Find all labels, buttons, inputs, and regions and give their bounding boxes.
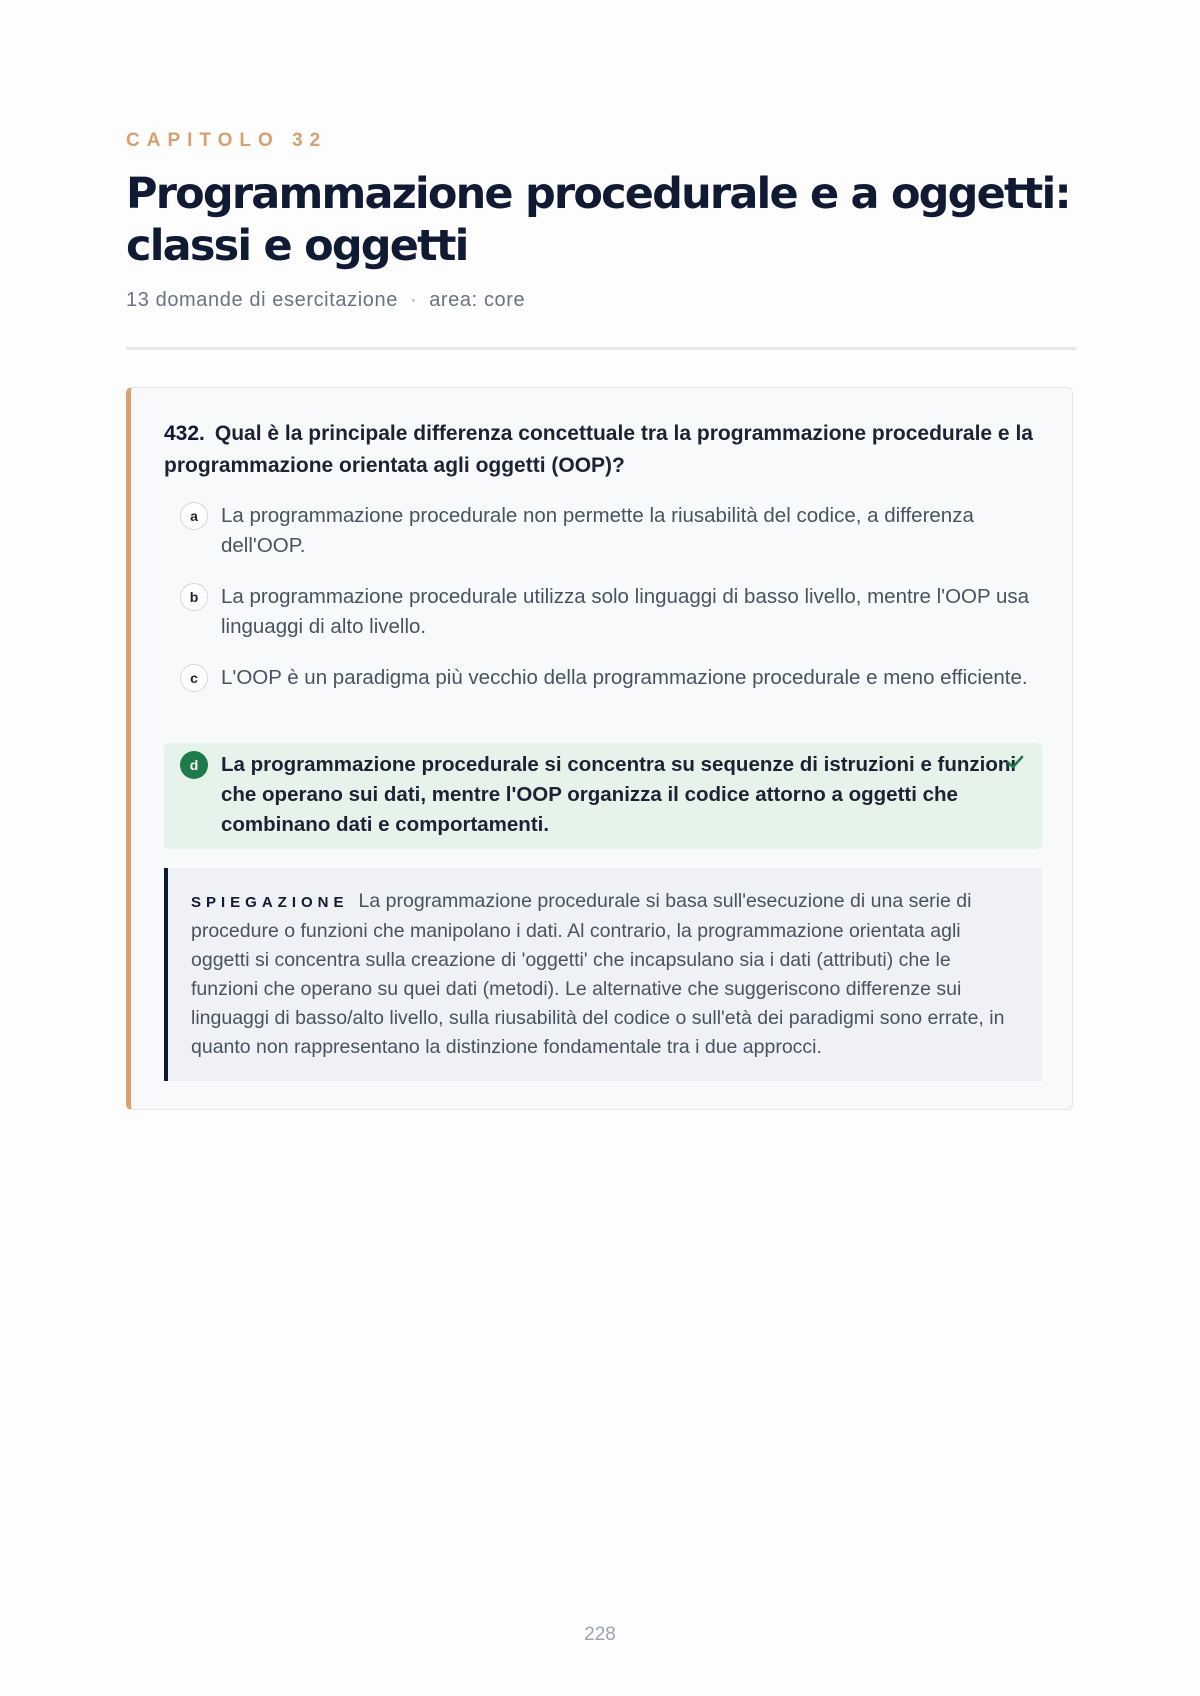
checkmark-icon — [1006, 753, 1024, 771]
explanation-box — [164, 868, 1042, 1081]
option-b — [164, 582, 1042, 642]
chapter-label: CAPITOLO 32 — [126, 130, 328, 151]
option-a — [164, 501, 1042, 561]
option-text: La programmazione procedurale si concentra su sequenze di istruzioni e funzioni che operano sui dati, mentre l'OOP organizza il codice attorno a oggetti che combinano dati e comportamenti. — [221, 753, 1017, 836]
header-divider — [126, 347, 1076, 350]
area-tag: area: core — [429, 289, 526, 311]
option-d-correct — [164, 743, 1042, 849]
option-text: La programmazione procedurale non permette la riusabilità del codice, a differenza dell'OOP. — [221, 504, 974, 557]
question-card — [126, 387, 1073, 1110]
page-number: 228 — [584, 1624, 616, 1645]
question-number: 432. — [164, 422, 205, 445]
explanation-text: La programmazione procedurale si basa sull'esecuzione di una serie di procedure o funzioni che manipolano i dati. Al contrario, la programmazione orientata agli oggetti si concentra sulla creazione di 'oggetti' che incapsulano sia i dati (attributi) che le funzioni che operano su quei dati (metodi). Le alternative che suggeriscono differenze sui linguaggi di basso/alto livello, sulla riusabilità del codice o sull'età dei paradigmi sono errate, in quanto non rappresentano la distinzione fondamentale tra i due approcci. — [191, 890, 1005, 1058]
question-text: Qual è la principale differenza concettuale tra la programmazione procedurale e la programmazione orientata agli oggetti (OOP)? — [164, 422, 1033, 477]
chapter-title: Programmazione procedurale e a oggetti: classi e oggetti — [126, 169, 1070, 271]
question-prompt — [164, 418, 1044, 482]
option-letter-badge: a — [180, 502, 208, 530]
option-letter-badge: b — [180, 583, 208, 611]
option-text: L'OOP è un paradigma più vecchio della programmazione procedurale e meno efficiente. — [221, 666, 1028, 689]
option-letter-badge: d — [180, 751, 208, 779]
explanation-label: SPIEGAZIONE — [191, 894, 349, 911]
option-text: La programmazione procedurale utilizza solo linguaggi di basso livello, mentre l'OOP usa linguaggi di alto livello. — [221, 585, 1030, 638]
option-c — [164, 663, 1042, 693]
meta-separator: · — [409, 289, 418, 311]
option-letter-badge: c — [180, 664, 208, 692]
chapter-meta — [126, 289, 525, 312]
question-count: 13 domande di esercitazione — [126, 289, 398, 311]
